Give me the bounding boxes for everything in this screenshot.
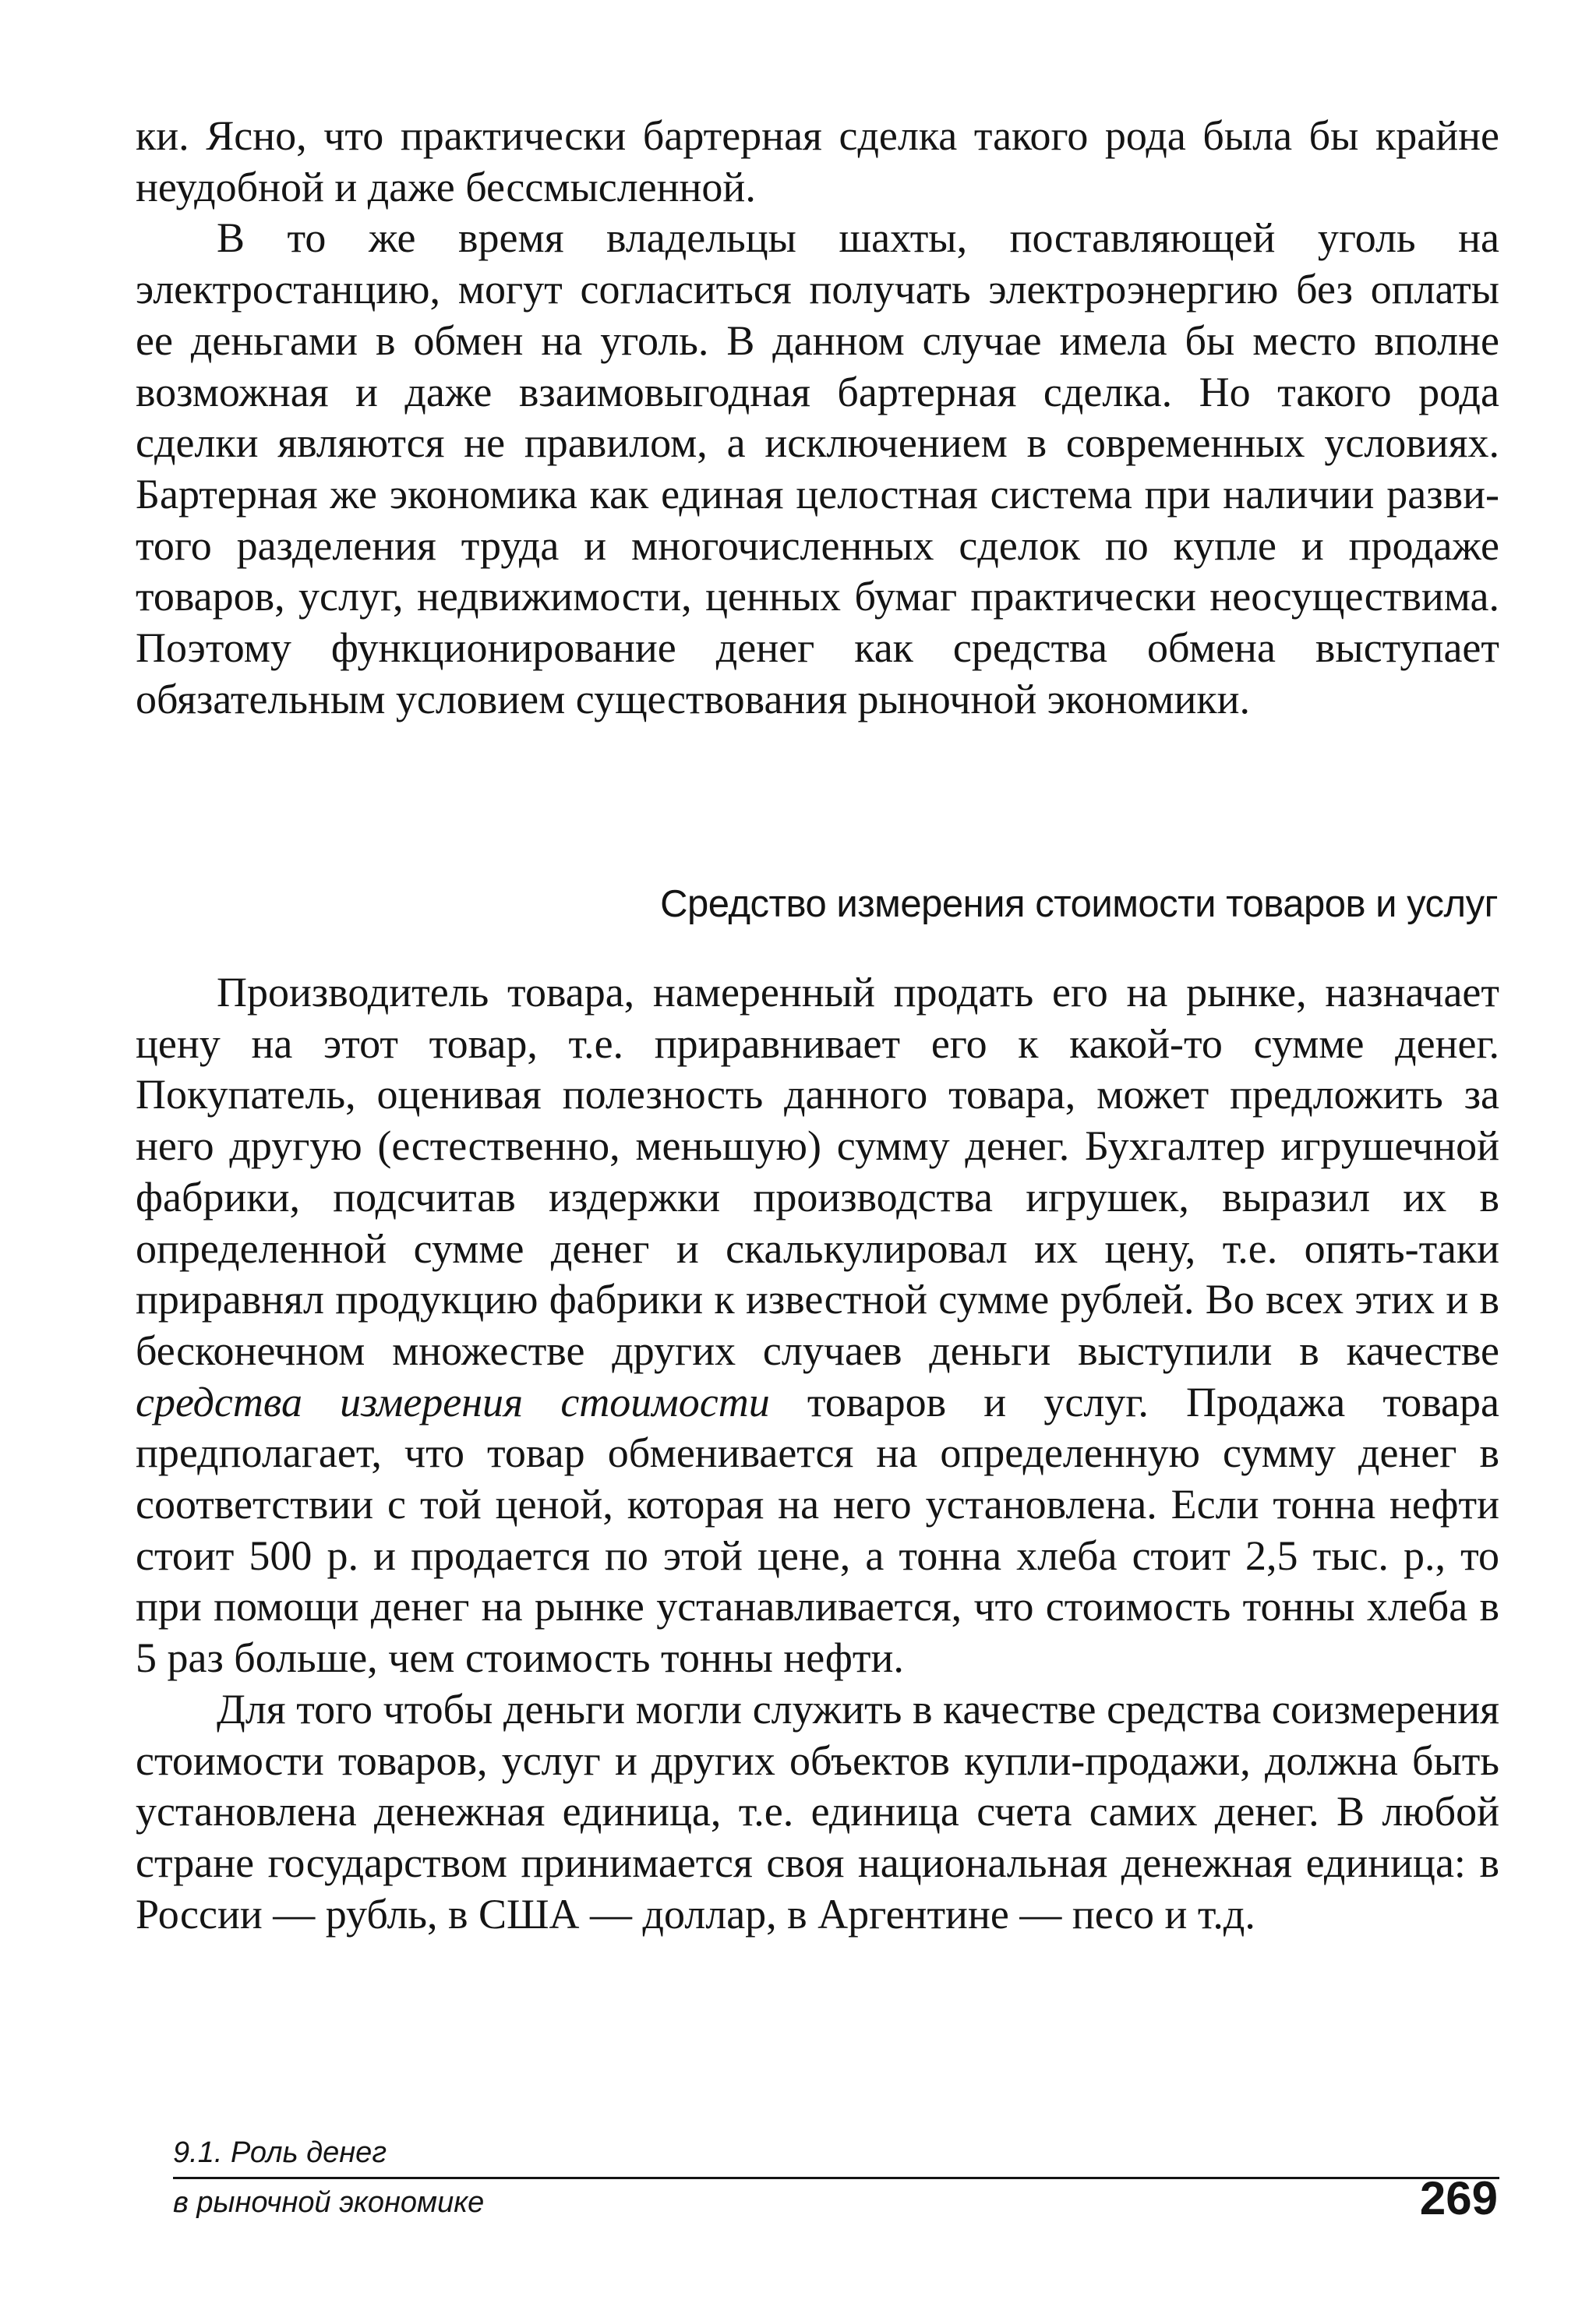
- paragraph-measure-of-value-part-2: товаров и услуг. Продажа товара предполагает, что товар обменивается на определенную сумму денег в соответствии с той ценой, которая на него установлена. Если тонна нефти стоит 500 р. и продается по этой цене, а тонна хлеба стоит 2,5 тыс. р., то при помощи денег на рынке устанавливается, что стоимость тонны хлеба в 5 раз больше, чем стоимость тонны нефти.: [136, 1378, 1499, 1682]
- paragraph-measure-of-value-part-1: Производитель товара, намеренный продать его на рынке, назначает цену на этот товар, т.е. приравнивает его к какой-то сумме денег. Покупатель, оценивая полезность данного товара, может предложить за него другую (естественно, меньшую) сумму денег. Бухгалтер игрушечной фабрики, подсчитав издержки производства игрушек, выразил их в определенной сумме денег и скалькулировал их цену, т.е. опять-таки приравнял продукцию фабрики к известной сумме рублей. Во всех этих и в бесконечном множестве других случаев деньги выступили в качестве: [136, 969, 1499, 1374]
- footer-section-title-line-2: в рыночной экономике: [173, 2186, 485, 2219]
- section-heading: Средство измерения стоимости товаров и услуг: [660, 883, 1498, 925]
- paragraph-barter-electricity: В то же время владельцы шахты, поставляющей уголь на электростанцию, могут согласиться получать электроэнергию без оплаты ее деньгами в обмен на уголь. В данном случае имела бы место вполне возможная и даже взаимовыгодная бартерная сделка. Но такого рода сделки являются не правилом, а исключением в современных условиях. Бартерная же экономика как единая целостная система при наличии развитого разделения труда и многочисленных сделок по купле и продаже товаров, услуг, недвижимости, ценных бумаг практически неосуществима. Поэтому функционирование денег как средства обмена выступает обязательным условием существования рыночной экономики.: [136, 214, 1499, 722]
- footer-section-title-line-1: 9.1. Роль денег: [173, 2136, 387, 2169]
- emphasis-measure-of-value: средства измерения стоимости: [136, 1378, 770, 1425]
- page-body-section: [136, 967, 1499, 1940]
- paragraph-measure-of-value: [136, 967, 1499, 1684]
- page-body: [136, 111, 1499, 725]
- paragraph-monetary-unit: Для того чтобы деньги могли служить в качестве средства соизмерения стоимости товаров, услуг и других объектов купли-продажи, должна быть установлена денежная единица, т.е. единица счета самих денег. В любой стране государством принимается своя национальная денежная единица: в России — рубль, в США — доллар, в Аргентине — песо и т.д.: [136, 1685, 1499, 1938]
- footer-rule: [173, 2177, 1499, 2179]
- paragraph-continuation: ки. Ясно, что практически бартерная сделка такого рода была бы крайне неудобной и даже бессмысленной.: [136, 112, 1499, 210]
- page-number: 269: [1419, 2172, 1498, 2224]
